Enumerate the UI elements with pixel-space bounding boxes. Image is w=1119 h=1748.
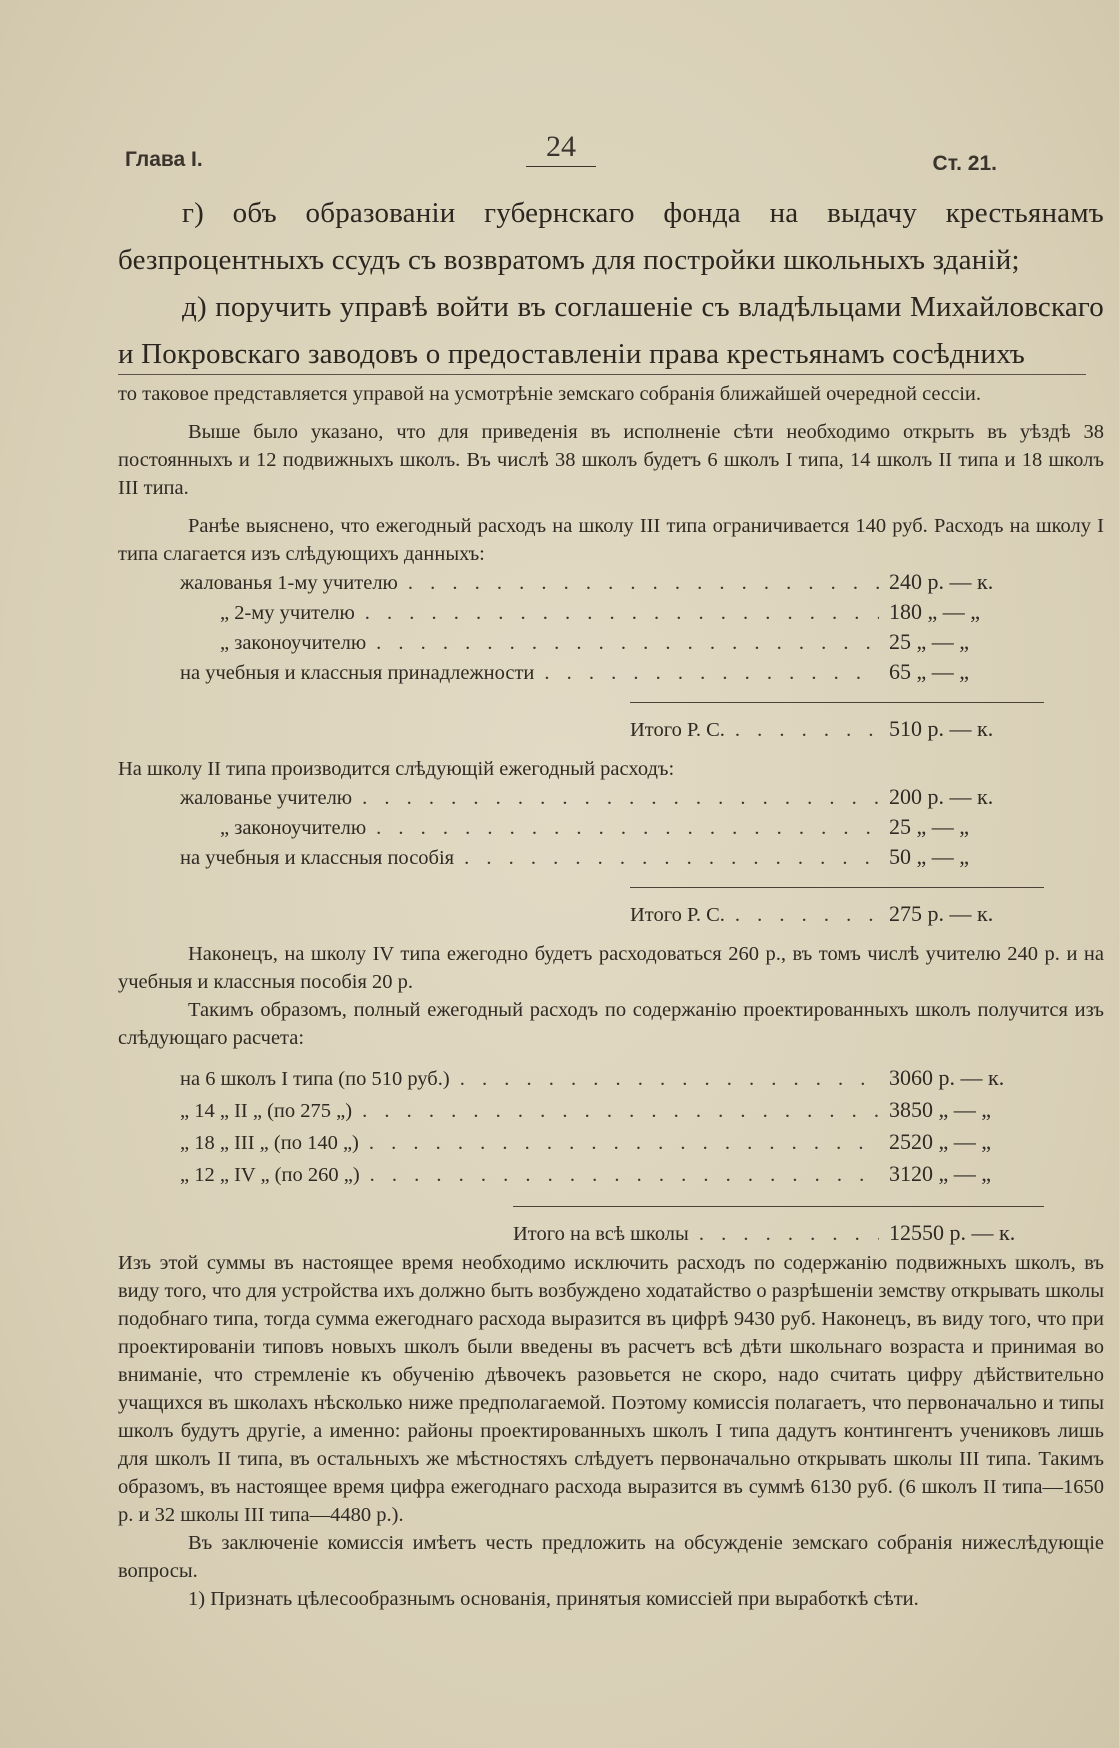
total-row [630,900,1044,930]
expense-amount: 200 р. — к. [889,784,994,809]
footnote-p1: то таковое представляется управой на усмотрѣніе земскаго собранія ближайшей очередной сессіи. [118,383,982,405]
expense-label: жалованье учителю [180,787,353,809]
leader-dots [376,814,879,842]
total-row [630,715,1044,745]
footnote-text [118,380,1104,1613]
schools-expense-list [180,1064,1044,1192]
type2-total [630,887,1044,930]
page-number [526,130,596,167]
expense-label: жалованья 1-му учителю [180,572,398,594]
school-label: „ 12 „ IV „ (по 260 „) [180,1164,360,1186]
footnote-p4: На школу II типа производится слѣдующій ежегодный расходъ: [118,758,675,780]
type2-expense-list [180,783,1044,873]
total-amount: 510 р. — к. [889,716,994,741]
leader-dots [699,1220,879,1248]
school-label: „ 18 „ III „ (по 140 „) [180,1132,359,1154]
school-amount: 3060 р. — к. [889,1065,1005,1090]
footnote-divider [118,374,1086,375]
total-amount: 275 р. — к. [889,901,994,926]
total-amount: 12550 р. — к. [889,1220,1016,1245]
expense-label: „ законоучителю [220,817,367,839]
leader-dots [735,901,879,929]
footnote-p7: Изъ этой суммы въ настоящее время необходимо исключить расходъ по содержанію подвижныхъ школъ, въ виду того, что для устройства ихъ должно быть возбуждено ходатайство о разрѣшеніи земству открывать школы подобнаго типа, тогда сумма ежегоднаго расхода выразится въ цифрѣ 9430 руб. Наконецъ, въ виду того, что при проектированіи типовъ новыхъ школъ были введены въ расчетъ всѣ дѣти школьнаго возраста и принимая во вниманіе, что стремленіе къ обученію дѣвочекъ разовьется не скоро, надо считать цифру дѣйствительно учащихся въ школахъ нѣсколько ниже предполагаемой. Поэтому комиссія полагаетъ, что первоначально и типы школъ будутъ другіе, а именно: районы проектированныхъ школъ I типа дадутъ контингентъ учениковъ лишь для школъ II типа, въ остальныхъ же мѣстностяхъ слѣдуетъ первоначально открывать школы III типа. Такимъ образомъ, въ настоящее время цифра ежегоднаго расхода выразится въ суммѣ 6130 руб. (6 школъ II типа—1650 р. и 32 школы III типа—4480 р.). [118,1252,1104,1526]
total-row [513,1219,1044,1249]
school-amount: 3850 „ — „ [889,1097,992,1122]
school-amount: 3120 „ — „ [889,1161,992,1186]
total-label: Итого на всѣ школы [513,1223,689,1245]
type1-total [630,702,1044,745]
school-row [180,1128,1044,1160]
expense-label: на учебныя и классныя пособія [180,847,455,869]
item-g: г) объ образованіи губернскаго фонда на выдачу крестьянамъ безпроцентныхъ ссудъ съ возвратомъ для постройки школьныхъ зданій; [118,197,1104,276]
chapter-label: Глава I. [125,148,203,171]
school-row [180,1096,1044,1128]
leader-dots [365,599,879,627]
expense-row [180,568,1044,598]
leader-dots [735,716,879,744]
leader-dots [376,629,879,657]
school-label: на 6 школъ I типа (по 510 руб.) [180,1068,450,1090]
total-label: Итого Р. С. [630,904,725,926]
footnote-p8: Въ заключеніе комиссія имѣетъ честь предложить на обсужденіе земскаго собранія нижеслѣдующіе вопросы. [118,1532,1104,1582]
footnote-p5: Наконецъ, на школу IV типа ежегодно будетъ расходоваться 260 р., въ томъ числѣ учителю 240 р. и на учебныя и классныя пособія 20 р. [118,943,1104,993]
school-amount: 2520 „ — „ [889,1129,992,1154]
main-text [118,190,1104,378]
expense-row [180,783,1044,813]
page-header [125,130,997,178]
expense-row [180,628,1044,658]
leader-dots [362,784,879,812]
expense-amount: 25 „ — „ [889,814,970,839]
expense-amount: 65 „ — „ [889,659,970,684]
expense-row [180,813,1044,843]
expense-amount: 180 „ — „ [889,599,981,624]
expense-row [180,843,1044,873]
expense-amount: 25 „ — „ [889,629,970,654]
school-row [180,1160,1044,1192]
footnote-p9: 1) Признать цѣлесообразнымъ основанія, принятыя комиссіей при выработкѣ сѣти. [188,1588,919,1610]
expense-amount: 50 „ — „ [889,844,970,869]
leader-dots [460,1065,879,1093]
leader-dots [464,844,879,872]
footnote-p2: Выше было указано, что для приведенія въ исполненіе сѣти необходимо открыть въ уѣздѣ 38 постоянныхъ и 12 подвижныхъ школъ. Въ числѣ 38 школъ будетъ 6 школъ I типа, 14 школъ II типа и 18 школъ III типа. [118,421,1104,499]
leader-dots [370,1161,879,1189]
expense-amount: 240 р. — к. [889,569,994,594]
school-row [180,1064,1044,1096]
article-label: Ст. 21. [932,152,997,175]
page-number-rule [526,166,596,167]
leader-dots [544,659,879,687]
expense-label: „ законоучителю [220,632,367,654]
footnote-p6: Такимъ образомъ, полный ежегодный расходъ по содержанію проектированныхъ школъ получится изъ слѣдующаго расчета: [118,999,1104,1049]
item-d: д) поручить управѣ войти въ соглашеніе съ владѣльцами Михайловскаго и Покровскаго заводовъ о предоставленіи права крестьянамъ сосѣднихъ [118,291,1104,370]
expense-label: „ 2-му учителю [220,602,355,624]
school-label: „ 14 „ II „ (по 275 „) [180,1100,353,1122]
footnote-p3: Ранѣе выяснено, что ежегодный расходъ на школу III типа ограничивается 140 руб. Расходъ на школу I типа слагается изъ слѣдующихъ данныхъ: [118,515,1104,565]
total-label: Итого Р. С. [630,719,725,741]
expense-label: на учебныя и классныя принадлежности [180,662,535,684]
page-number-text: 24 [546,130,576,163]
type1-expense-list [180,568,1044,688]
expense-row [180,658,1044,688]
expense-row [180,598,1044,628]
leader-dots [362,1097,879,1125]
schools-total [513,1206,1044,1249]
leader-dots [369,1129,879,1157]
leader-dots [408,569,879,597]
